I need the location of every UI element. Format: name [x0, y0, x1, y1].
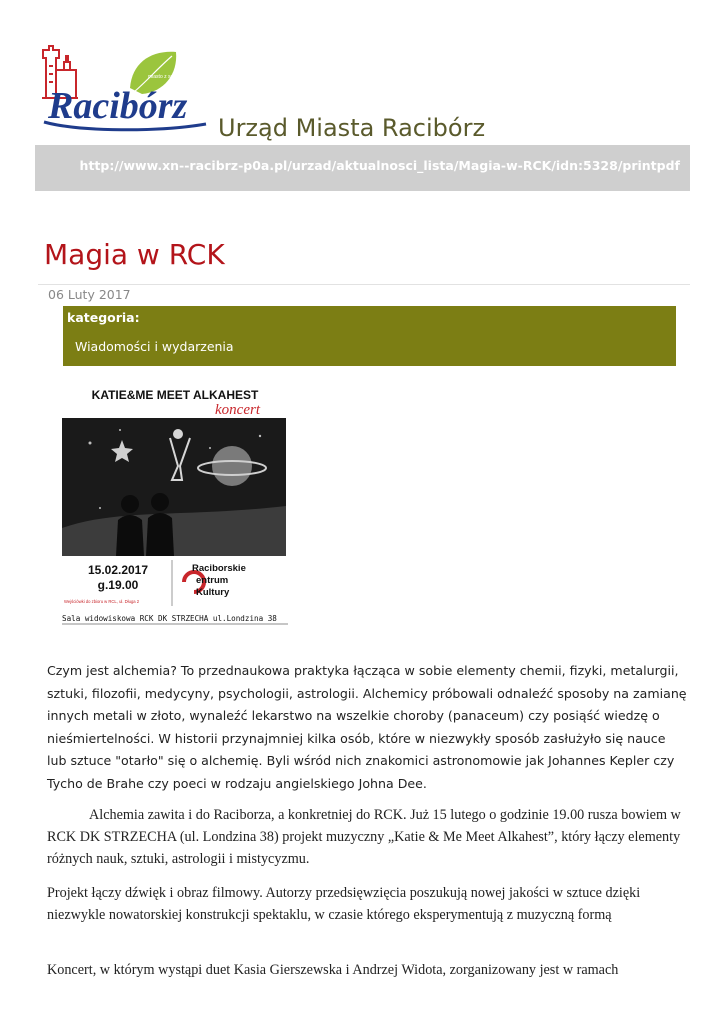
poster-org-3: Kultury [196, 587, 230, 598]
poster-subtitle: koncert [215, 402, 260, 418]
poster-note: Wejściówki do zbioru w RCL, ul. Długa 2 [64, 599, 140, 604]
article-date: 06 Luty 2017 [48, 287, 131, 302]
poster-org-2: entrum [196, 575, 229, 586]
category-label: kategoria: [67, 310, 140, 325]
url-bar [35, 145, 690, 191]
category-box [63, 306, 676, 366]
poster-venue: Sala widowiskowa RCK DK STRZECHA ul.Londzina 38 [62, 614, 277, 623]
paragraph-4: Koncert, w którym wystąpi duet Kasia Gierszewska i Andrzej Widota, zorganizowany jest w ramach [47, 962, 619, 978]
title-divider [38, 284, 690, 285]
site-name: Urząd Miasta Racibórz [218, 114, 486, 142]
article-title: Magia w RCK [44, 238, 225, 271]
poster-time: g.19.00 [97, 578, 139, 592]
paragraph-3: Projekt łączy dźwięk i obraz filmowy. Autorzy przedsięwzięcia poszukują nowej jakości w sztuce dzięki niezwykle nowatorskiej konstrukcji spektaklu, w czasie którego eksperymentują z muzyczną formą [47, 885, 641, 924]
category-value[interactable]: Wiadomości i wydarzenia [75, 339, 234, 354]
paragraph-2: Alchemia zawita i do Raciborza, a konkretniej do RCK. Już 15 lutego o godzinie 19.00 rusza bowiem w RCK DK STRZECHA (ul. Londzina 38) projekt muzyczny „Katie & Me Meet Alkahest”, który łączy elementy różnych nauk, sztuki, astrologii i mistycyzmu. [47, 807, 681, 868]
paragraph-1: Czym jest alchemia? To przednaukowa praktyka łącząca w sobie elementy chemii, fizyki, metalurgii, sztuki, filozofii, medycyny, psychologii, astrologii. Alchemicy próbowali odnaleźć sposoby na zamianę innych metali w złoto, wynaleźć lekarstwo na wszelkie choroby (panaceum) czy posiąść wiedzę o nieśmiertelności. W historii przynajmniej kilka osób, które w niezwykły sposób zasłużyło się nauce lub sztuce "otarło" się o alchemię. Byli wśród nich znakomici astronomowie jak Johannes Kepler czy Tycho de Brahe czy poeci w rodzaju angielskiego Johna Dee. [47, 663, 687, 791]
svg-text:miasto z sercem: miasto z sercem [148, 74, 185, 80]
logo-wordmark: Racibórz [48, 85, 188, 127]
poster-headline: KATIE&ME MEET ALKAHEST [91, 388, 259, 402]
poster-org-1: Raciborskie [192, 563, 246, 574]
concert-poster [60, 388, 290, 626]
source-url[interactable]: http://www.xn--racibrz-p0a.pl/urzad/aktualnosci_lista/Magia-w-RCK/idn:5328/printpdf [79, 158, 680, 173]
poster-date: 15.02.2017 [87, 563, 149, 577]
raciborz-logo[interactable] [40, 40, 210, 140]
